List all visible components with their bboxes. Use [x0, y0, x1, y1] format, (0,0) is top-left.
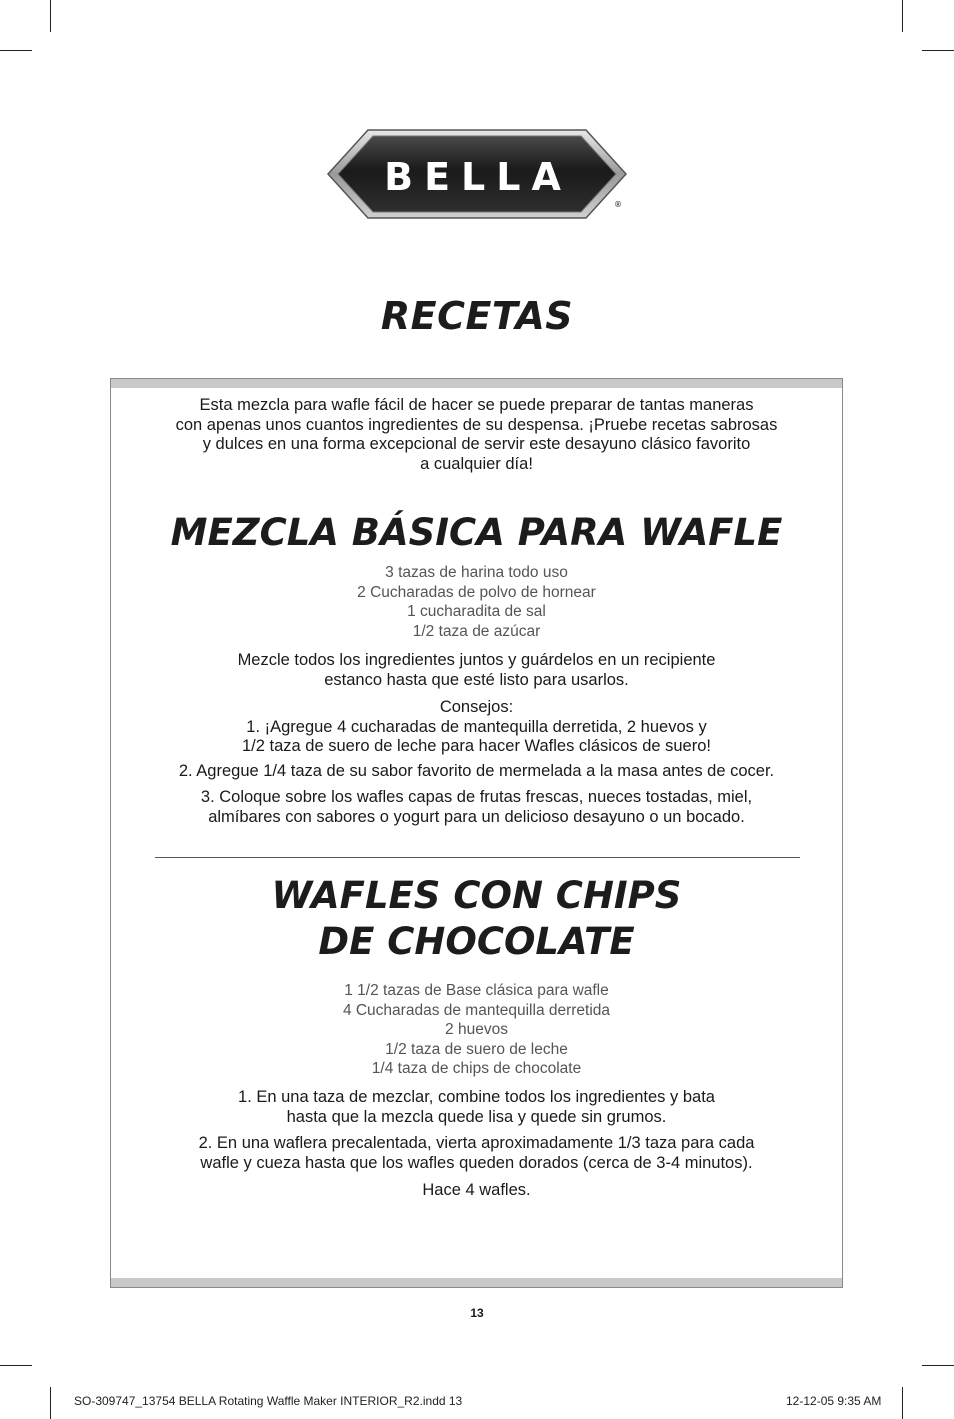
registered-mark: ®: [614, 200, 622, 209]
recipe1-title: MEZCLA BÁSICA PARA WAFLE: [170, 511, 783, 554]
list-item: 1/4 taza de chips de chocolate: [371, 1060, 582, 1077]
recipe2-yield: Hace 4 wafles.: [422, 1181, 531, 1199]
list-item: 1/2 taza de azúcar: [412, 622, 541, 640]
recipe1-ingredients: [111, 563, 842, 641]
crop-mark: [0, 50, 32, 51]
box-top-bar: [111, 379, 842, 388]
list-item: 2 Cucharadas de polvo de hornear: [357, 583, 596, 601]
list-item: 4 Cucharadas de mantequilla derretida: [342, 1001, 611, 1019]
list-item: 2 huevos: [445, 1021, 508, 1038]
recipe2-step2: 2. En una waflera precalentada, vierta aproximadamente 1/3 taza para cada wafle y cueza hasta que los wafles queden dorados (cerca de 3-4 minutos).: [198, 1134, 755, 1172]
section-divider: [155, 857, 800, 858]
crop-mark: [0, 1365, 32, 1366]
list-item: 1 1/2 tazas de Base clásica para wafle: [344, 982, 609, 999]
list-item: 3 tazas de harina todo uso: [385, 564, 568, 581]
list-item: 1 cucharadita de sal: [407, 603, 546, 620]
crop-mark: [50, 0, 51, 32]
crop-mark: [902, 1387, 903, 1419]
recipe1-tip3: 3. Coloque sobre los wafles capas de frutas frescas, nueces tostadas, miel, almíbares con sabores o yogurt para un delicioso desayuno o un bocado.: [200, 788, 753, 826]
list-item: 1/2 taza de suero de leche: [385, 1040, 568, 1058]
page-number: 13: [470, 1306, 484, 1320]
crop-mark: [922, 1365, 954, 1366]
intro-paragraph: Esta mezcla para wafle fácil de hacer se puede preparar de tantas maneras con apenas unos cuantos ingredientes de su despensa. ¡Pruebe recetas sabrosas y dulces en una forma excepcional de servir este desayuno clásico favorito a cualquier día!: [175, 396, 778, 473]
page-title: RECETAS: [380, 294, 574, 338]
footer-timestamp: 12-12-05 9:35 AM: [786, 1394, 882, 1408]
recipe-box: [110, 378, 843, 1288]
logo-text: BELLA: [384, 155, 572, 199]
recipe2-step1: 1. En una taza de mezclar, combine todos los ingredientes y bata hasta que la mezcla quede lisa y quede sin grumos.: [238, 1088, 715, 1126]
recipe2-ingredients: [111, 981, 842, 1079]
crop-mark: [922, 50, 954, 51]
tips-label: Consejos:: [439, 698, 514, 716]
recipe1-tips: Consejos: 1. ¡Agregue 4 cucharadas de mantequilla derretida, 2 huevos y 1/2 taza de suero de leche para hacer Wafles clásicos de suero!: [111, 698, 842, 757]
crop-mark: [50, 1387, 51, 1419]
recipe1-instructions: Mezcle todos los ingredientes juntos y guárdelos en un recipiente estanco hasta que esté listo para usarlos.: [237, 651, 716, 689]
box-bottom-bar: [111, 1278, 842, 1287]
bella-logo: [326, 128, 628, 220]
recipe2-title: WAFLES CON CHIPS DE CHOCOLATE: [271, 874, 682, 963]
recipe1-tip2: 2. Agregue 1/4 taza de su sabor favorito de mermelada a la masa antes de cocer.: [178, 762, 775, 780]
crop-mark: [902, 0, 903, 32]
footer-file-slug: SO-309747_13754 BELLA Rotating Waffle Maker INTERIOR_R2.indd 13: [74, 1394, 463, 1408]
